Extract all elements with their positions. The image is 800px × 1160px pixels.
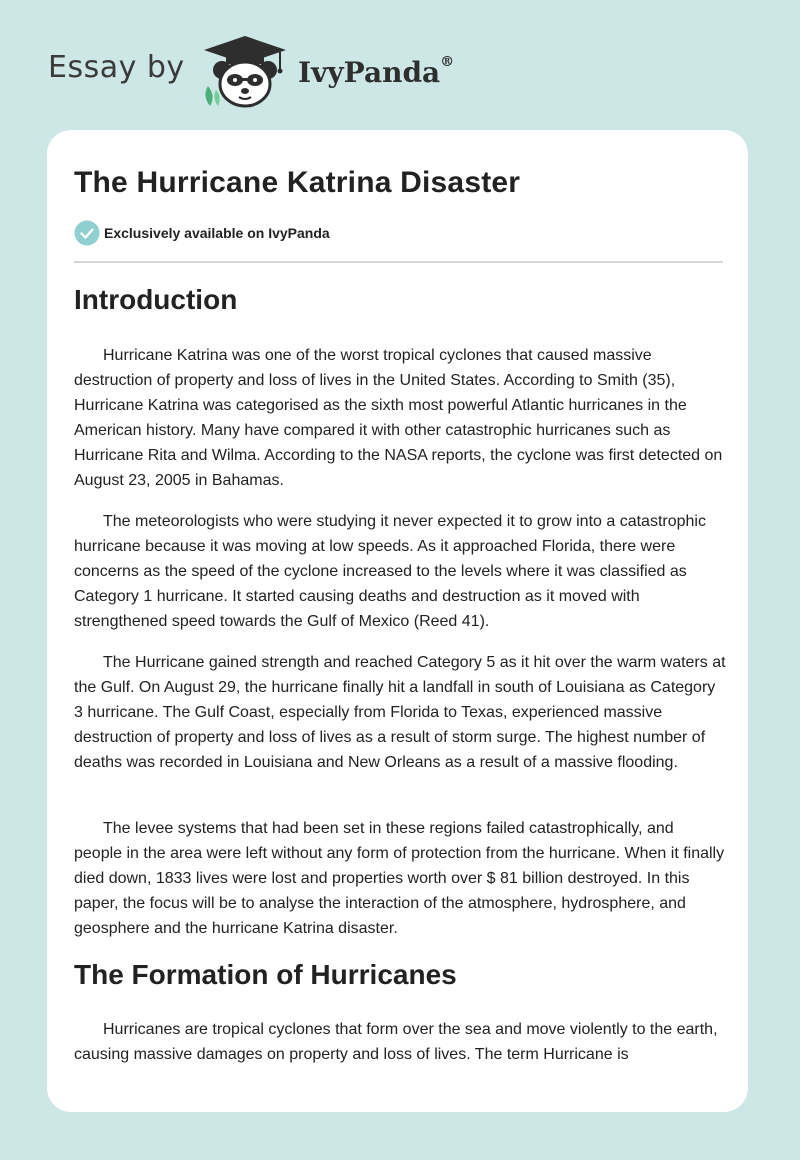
registered-mark: ® (440, 54, 455, 70)
paragraph: The meteorologists who were studying it never expected it to grow into a catastrophic hurricane because it was moving at low speeds. As it approached Florida, there were concerns as the speed of the cyclone increased to the levels where it was classified as Category 1 hurricane. It started causing deaths and destruction as it moved with strengthened speed towards the Gulf of Mexico (Reed 41). (74, 513, 706, 630)
essay-title: The Hurricane Katrina Disaster (74, 166, 521, 199)
brand-name[interactable]: IvyPanda® (298, 54, 455, 89)
section-heading-introduction: Introduction (74, 284, 238, 315)
paragraph: The levee systems that had been set in these regions failed catastrophically, and people in the area were left without any form of protection from the hurricane. When it finally died down, 1833 lives were lost and properties worth over $ 81 billion destroyed. In this paper, the focus will be to analyse the interaction of the atmosphere, hydrosphere, and geosphere and the hurricane Katrina disaster. (74, 820, 725, 937)
paragraph: The Hurricane gained strength and reached Category 5 as it hit over the warm waters at the Gulf. On August 29, the hurricane finally hit a landfall in south of Louisiana as Category 3 hurricane. The Gulf Coast, especially from Florida to Texas, experienced massive destruction of property and loss of lives as a result of storm surge. The highest number of deaths was recorded in Louisiana and New Orleans as a result of a massive flooding. (74, 654, 726, 771)
site-header (48, 30, 508, 110)
exclusive-text: Exclusively available on IvyPanda (104, 225, 330, 241)
essay-card (47, 130, 748, 1112)
title-divider (74, 261, 723, 263)
check-circle-icon (74, 220, 100, 246)
paragraph: Hurricane Katrina was one of the worst tropical cyclones that caused massive destruction of property and loss of lives in the United States. According to Smith (35), Hurricane Katrina was categorised as the sixth most powerful Atlantic hurricanes in the American history. Many have compared it with other catastrophic hurricanes such as Hurricane Rita and Wilma. According to the NASA reports, the cyclone was first detected on August 23, 2005 in Bahamas. (74, 347, 723, 489)
essay-by-label: Essay by (48, 50, 185, 85)
exclusive-badge (74, 220, 330, 246)
section-heading-formation: The Formation of Hurricanes (74, 959, 457, 990)
paragraph: Hurricanes are tropical cyclones that form over the sea and move violently to the earth, causing massive damages on property and loss of lives. The term Hurricane is (74, 1021, 718, 1063)
panda-graduate-logo-icon[interactable] (202, 34, 288, 110)
